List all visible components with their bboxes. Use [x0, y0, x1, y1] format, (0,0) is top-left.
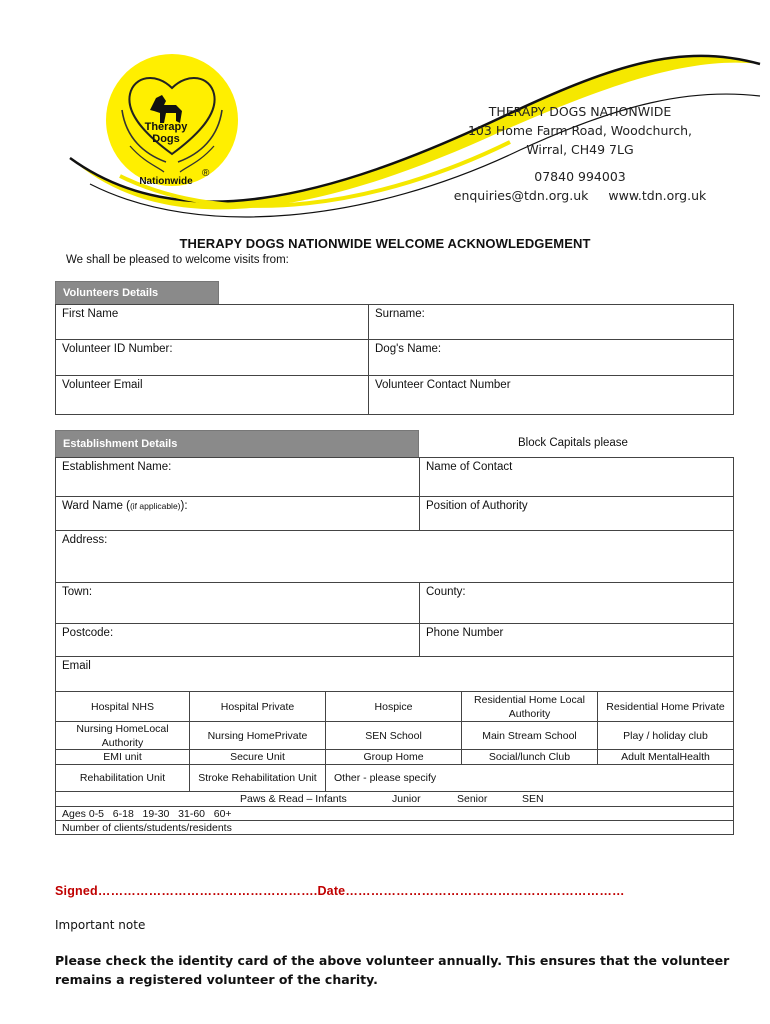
registered-mark: ® [202, 168, 210, 179]
organisation-info [440, 102, 720, 205]
volunteer-contact-field[interactable] [368, 375, 734, 415]
volunteer-contact-label: Volunteer Contact Number [375, 379, 511, 391]
document-title: THERAPY DOGS NATIONWIDE WELCOME ACKNOWLEDGEMENT [179, 236, 591, 251]
type-emi-unit[interactable]: EMI unit [55, 749, 190, 765]
organisation-address-line2: Wirral, CH49 7LG [526, 142, 634, 157]
position-of-authority-label: Position of Authority [426, 500, 528, 512]
type-other-specify[interactable]: Other - please specify [325, 764, 734, 792]
establishment-email-field[interactable] [55, 656, 734, 692]
paws-read-infants[interactable]: Paws & Read – Infants [240, 793, 347, 805]
type-residential-home-private[interactable]: Residential Home Private [597, 691, 734, 722]
type-hospital-private[interactable]: Hospital Private [189, 691, 326, 722]
therapy-dogs-logo [104, 50, 240, 192]
first-name-field[interactable] [55, 304, 369, 340]
name-of-contact-field[interactable] [419, 457, 734, 497]
type-sen-school[interactable]: SEN School [325, 721, 462, 750]
volunteers-section-label: Volunteers Details [55, 281, 219, 305]
postcode-label: Postcode: [62, 627, 114, 639]
organisation-website: www.tdn.org.uk [608, 188, 707, 203]
paws-read-senior[interactable]: Senior [457, 793, 488, 805]
number-of-clients-row[interactable]: Number of clients/students/residents [55, 820, 734, 835]
logo-nationwide-text: Nationwide [139, 176, 193, 187]
paws-read-sen[interactable]: SEN [522, 793, 544, 805]
type-residential-home-la[interactable]: Residential Home Local Authority [461, 691, 598, 722]
ward-name-field[interactable]: Ward Name ((if applicable)): [55, 496, 420, 531]
county-field[interactable] [419, 582, 734, 624]
logo-therapy-text: Therapy [144, 121, 188, 133]
type-main-stream-school[interactable]: Main Stream School [461, 721, 598, 750]
first-name-label: First Name [62, 308, 119, 320]
name-of-contact-label: Name of Contact [426, 461, 513, 473]
ages-row[interactable]: Ages 0-5 6-18 19-30 31-60 60+ [55, 806, 734, 821]
ward-name-label: Ward Name [62, 500, 123, 512]
organisation-phone: 07840 994003 [534, 169, 626, 184]
logo-dogs-text: Dogs [152, 133, 180, 145]
town-field[interactable] [55, 582, 420, 624]
volunteer-id-label: Volunteer ID Number: [62, 343, 173, 355]
type-nursing-home-private[interactable]: Nursing HomePrivate [189, 721, 326, 750]
paws-read-row [55, 791, 734, 807]
type-group-home[interactable]: Group Home [325, 749, 462, 765]
important-note-label: Important note [55, 918, 146, 932]
surname-label: Surname: [375, 308, 425, 320]
postcode-field[interactable] [55, 623, 420, 657]
volunteer-email-field[interactable] [55, 375, 369, 415]
ward-note: (if applicable) [129, 501, 181, 511]
establishment-name-field[interactable] [55, 457, 420, 497]
type-play-holiday-club[interactable]: Play / holiday club [597, 721, 734, 750]
type-hospice[interactable]: Hospice [325, 691, 462, 722]
type-nursing-home-la[interactable]: Nursing HomeLocal Authority [55, 721, 190, 750]
block-capitals-note: Block Capitals please [518, 437, 628, 449]
paws-read-junior[interactable]: Junior [392, 793, 421, 805]
town-label: Town: [62, 586, 93, 598]
organisation-email: enquiries@tdn.org.uk [453, 188, 589, 203]
organisation-name: THERAPY DOGS NATIONWIDE [488, 104, 672, 119]
type-social-lunch-club[interactable]: Social/lunch Club [461, 749, 598, 765]
volunteer-email-label: Volunteer Email [62, 379, 143, 391]
establishment-email-label: Email [62, 660, 91, 672]
phone-number-field[interactable] [419, 623, 734, 657]
establishment-section-label: Establishment Details [55, 430, 419, 458]
volunteer-id-field[interactable] [55, 339, 369, 376]
address-label: Address: [62, 534, 108, 546]
intro-text: We shall be pleased to welcome visits from: [66, 254, 289, 266]
organisation-address-line1: 103 Home Farm Road, Woodchurch, [467, 123, 692, 138]
county-label: County: [426, 586, 466, 598]
surname-field[interactable] [368, 304, 734, 340]
dogs-name-field[interactable] [368, 339, 734, 376]
signed-date-line[interactable]: Signed…………………………………………….Date………………………………………………………… [55, 884, 625, 898]
important-note-body: Please check the identity card of the above volunteer annually. This ensures that the volunteer remains a registered volunteer of the charity. [55, 953, 730, 987]
type-adult-mental-health[interactable]: Adult MentalHealth [597, 749, 734, 765]
dogs-name-label: Dog's Name: [375, 343, 442, 355]
type-stroke-rehabilitation-unit[interactable]: Stroke Rehabilitation Unit [189, 764, 326, 792]
establishment-name-label: Establishment Name: [62, 461, 172, 473]
type-hospital-nhs[interactable]: Hospital NHS [55, 691, 190, 722]
phone-number-label: Phone Number [426, 627, 504, 639]
type-secure-unit[interactable]: Secure Unit [189, 749, 326, 765]
type-rehabilitation-unit[interactable]: Rehabilitation Unit [55, 764, 190, 792]
ward-suffix: ): [180, 500, 188, 512]
position-of-authority-field[interactable] [419, 496, 734, 531]
address-field[interactable] [55, 530, 734, 583]
